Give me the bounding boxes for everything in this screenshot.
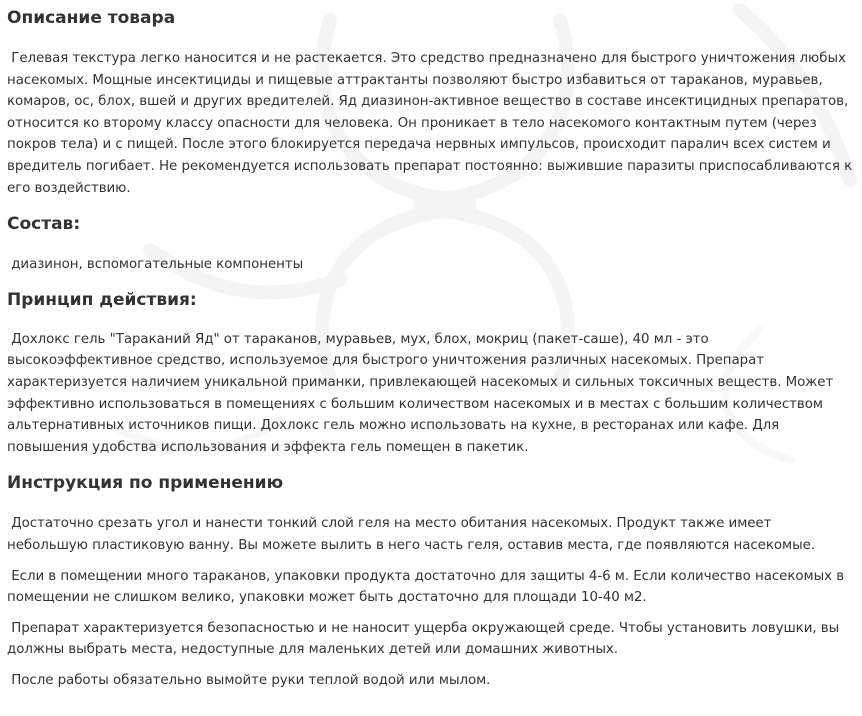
instructions-paragraph: Достаточно срезать угол и нанести тонкий слой геля на место обитания насекомых. Продукт также имеет небольшую пластиковую ванну. Вы можете вылить в него часть геля, оставив места, где появляются насекомые. (7, 516, 816, 553)
composition-text: диазинон, вспомогательные компоненты (7, 257, 304, 273)
composition-heading: Состав: (7, 214, 81, 235)
instructions-paragraph: После работы обязательно вымойте руки теплой водой или мылом. (7, 672, 491, 688)
description-text: Гелевая текстура легко наносится и не растекается. Это средство предназначено для быстрого уничтожения любых насекомых. Мощные инсектициды и пищевые аттрактанты позволяют быстро избавиться от тараканов, муравьев, комаров, ос, блох, вшей и других вредителей. Яд диазинон-активное вещество в составе инсектицидных препаратов, относится ко второму классу опасности для человека. Он проникает в тело насекомого контактным путем (через покров тела) и с пищей. После этого блокируется передача нервных импульсов, происходит паралич всех систем и вредитель погибает. Не рекомендуется использовать препарат постоянно: выжившие паразиты приспосабливаются к его воздействию. (7, 51, 857, 196)
description-heading: Описание товара (7, 8, 176, 28)
instructions-paragraph: Препарат характеризуется безопасностью и не наносит ущерба окружающей среде. Чтобы установить ловушки, вы должны выбрать места, недоступные для маленьких детей или домашних животных. (7, 620, 844, 658)
instructions-paragraph: Если в помещении много тараканов, упаковки продукта достаточно для защиты 4-6 м. Если количество насекомых в помещении не слишком велико, упаковки может быть достаточно для площади 10-40 м2. (7, 568, 849, 606)
principle-heading: Принцип действия: (7, 289, 197, 310)
principle-text: Дохлокс гель "Тараканий Яд" от тараканов, муравьев, мух, блох, мокриц (пакет-саше), 40 мл - это высокоэффективное средство, используемое для быстрого уничтожения различных насекомых. Препарат характеризуется наличием уникальной приманки, привлекающей насекомых и сильных токсичных веществ. Может эффективно использоваться в помещениях с большим количеством насекомых и в местах с большим количеством альтернативных источников пищи. Дохлокс гель можно использовать на кухне, в ресторанах или кафе. Для повышения удобства использования и эффекта гель помещен в пакетик. (7, 331, 838, 455)
instructions-heading: Инструкция по применению (7, 473, 284, 494)
